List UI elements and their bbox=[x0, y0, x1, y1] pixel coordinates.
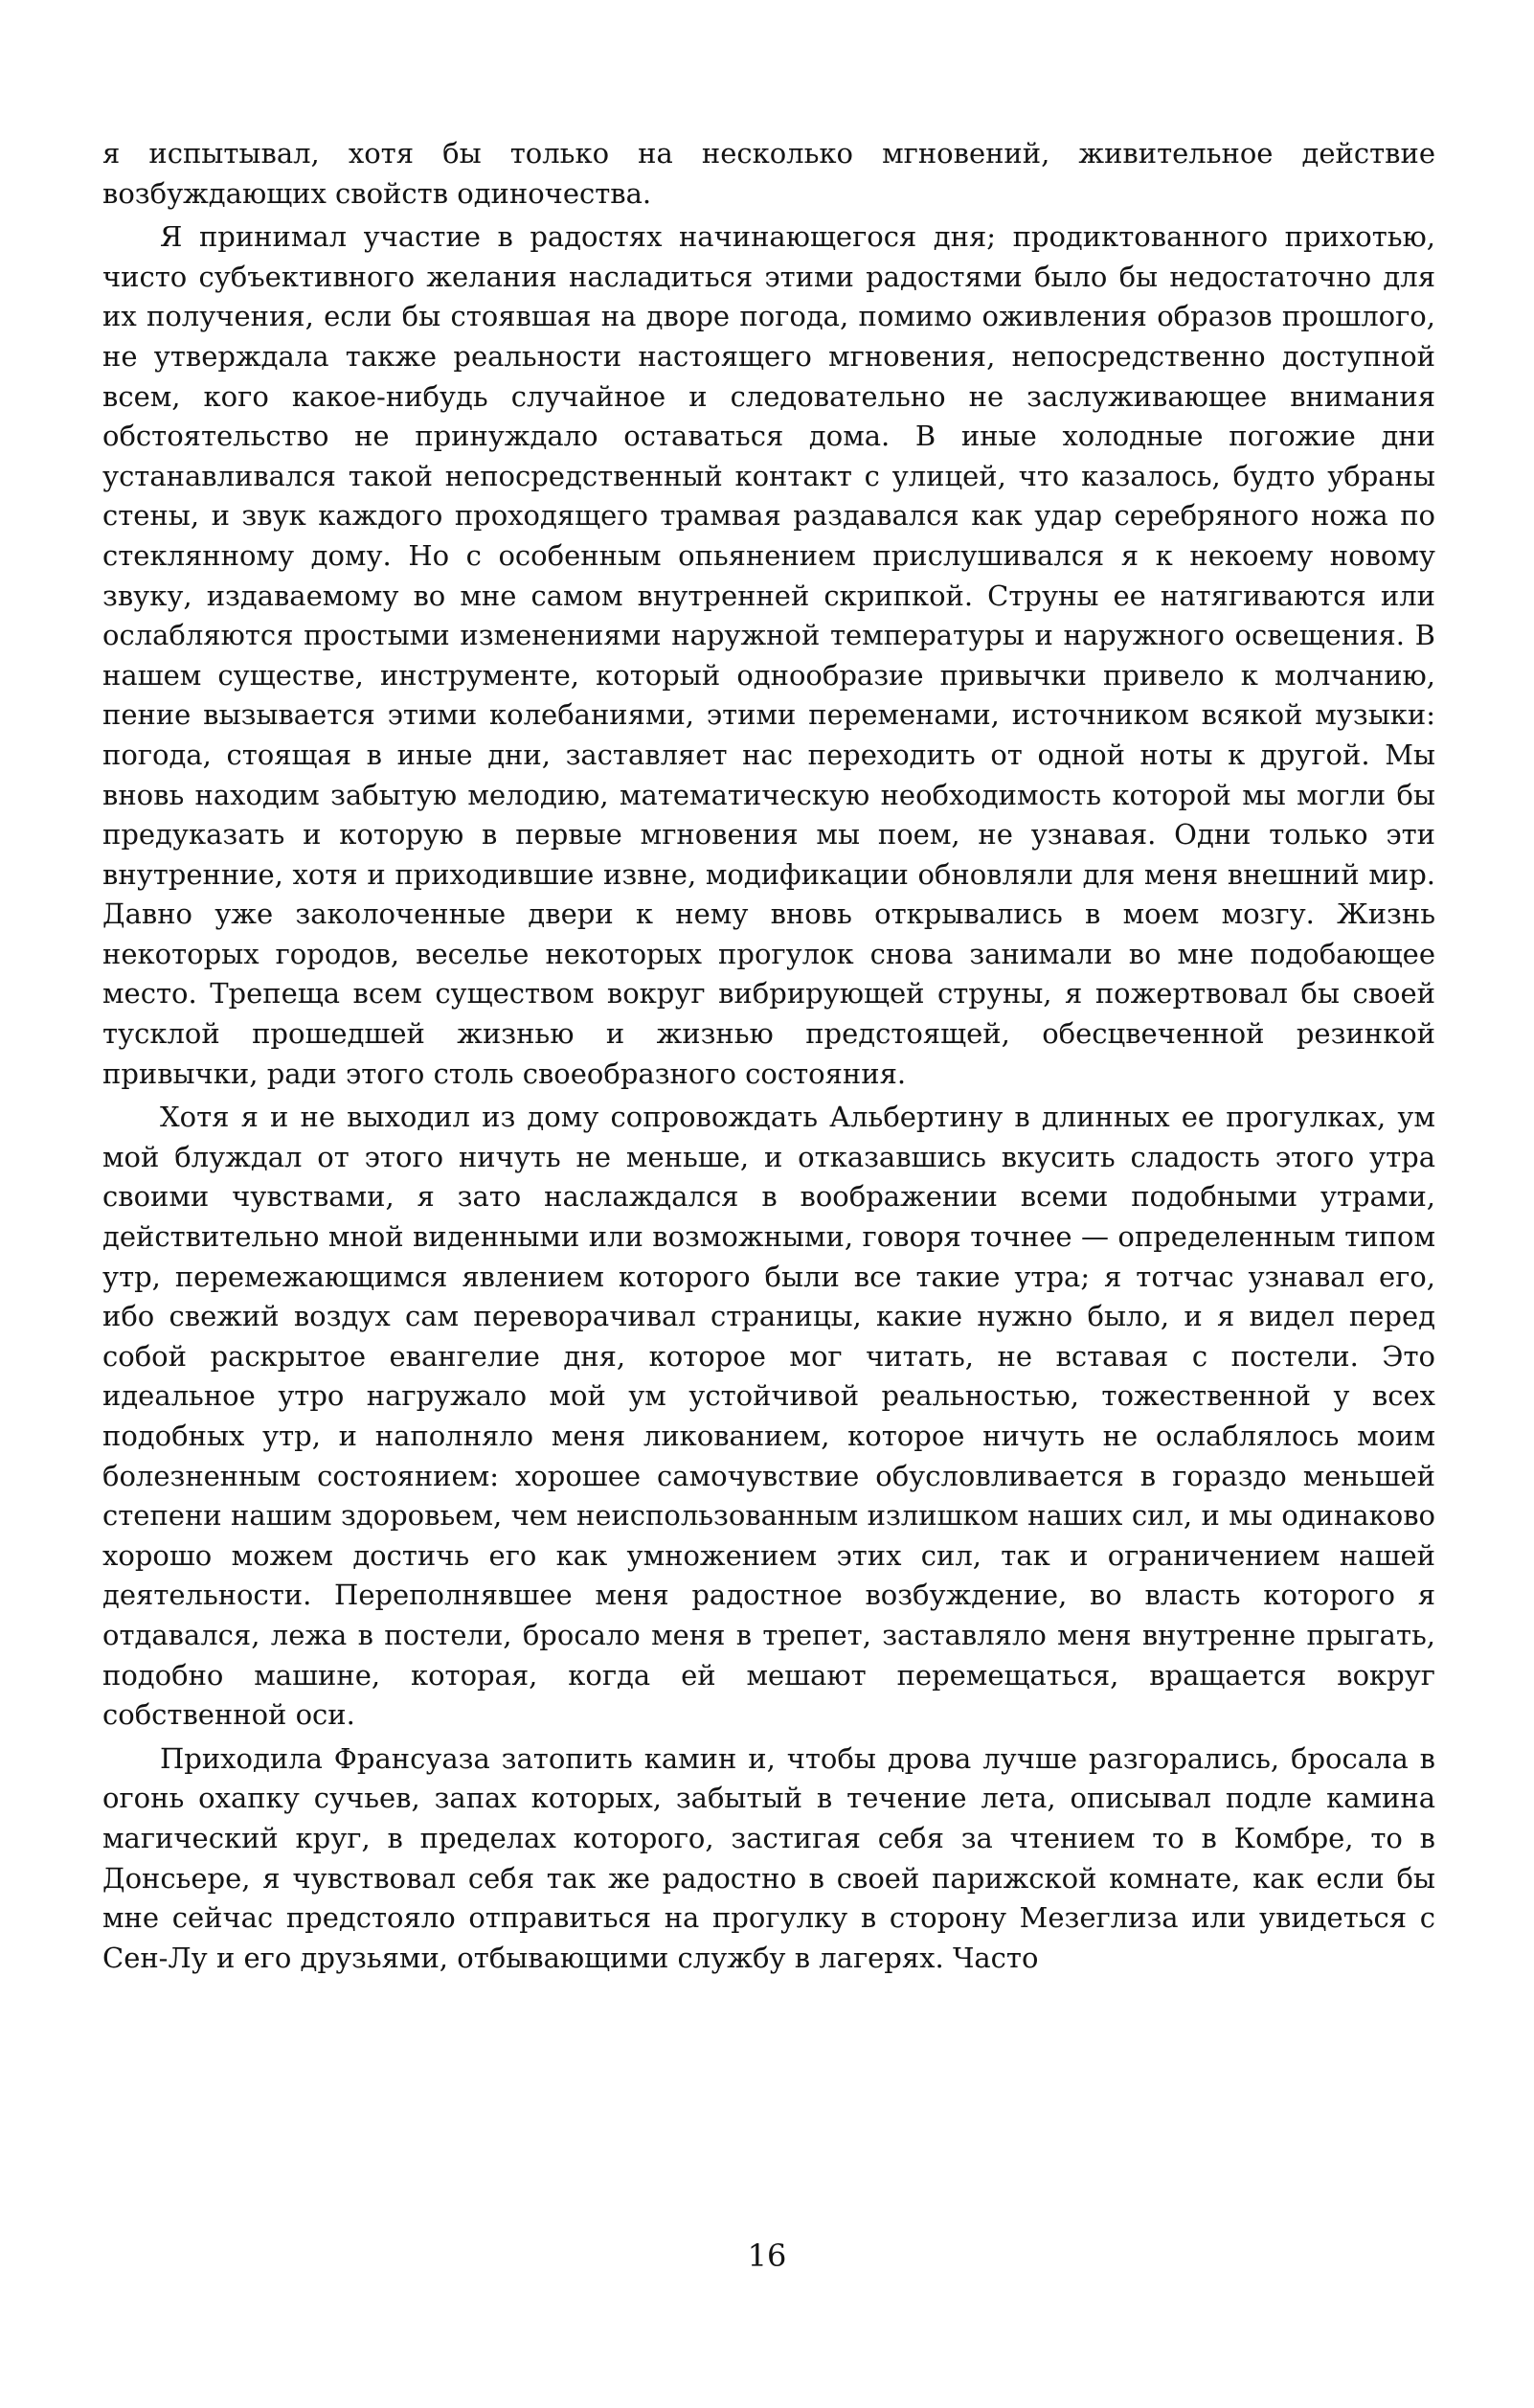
paragraph-4: Приходила Франсуаза затопить камин и, чтобы дрова лучше разгорались, бросала в огонь охапку сучьев, запах которых, забытый в течение лета, описывал подле камина магический круг, в пределах которого, застигая себя за чтением то в Комбре, то в Донсьере, я чувствовал себя так же радостно в своей парижской комнате, как если бы мне сейчас предстояло отправиться на прогулку в сторону Мезеглиза или увидеться с Сен-Лу и его друзьями, отбывающими службу в лагерях. Часто bbox=[102, 1741, 1435, 1974]
paragraph-3: Хотя я и не выходил из дому сопровождать Альбертину в длинных ее прогулках, ум мой блуждал от этого ничуть не меньше, и отказавшись вкусить сладость этого утра своими чувствами, я зато наслаждался в воображении всеми подобными утрами, действительно мной виденными или возможными, говоря точнее — определенным типом утр, перемежающимся явлением которого были все такие утра; я тотчас узнавал его, ибо свежий воздух сам переворачивал страницы, какие нужно было, и я видел перед собой раскрытое евангелие дня, которое мог читать, не вставая с постели. Это идеальное утро нагружало мой ум устойчивой реальностью, тожественной у всех подобных утр, и наполняло меня ликованием, которое ничуть не ослаблялось моим болезненным состоянием: хорошее самочувствие обусловливается в гораздо меньшей степени нашим здоровьем, чем неиспользованным излишком наших сил, и мы одинаково хорошо можем достичь его как умножением этих сил, так и ограничением нашей деятельности. Переполнявшее меня радостное возбуждение, во власть которого я отдавался, лежа в постели, бросало меня в трепет, заставляло меня внутренне прыгать, подобно машине, которая, когда ей мешают перемещаться, вращается вокруг собственной оси. bbox=[102, 1101, 1435, 1732]
page-number: 16 bbox=[747, 2238, 787, 2274]
paragraph-2: Я принимал участие в радостях начинающегося дня; продиктованного прихотью, чисто субъективного желания насладиться этими радостями было бы недостаточно для их получения, если бы стоявшая на дворе погода, помимо оживления образов прошлого, не утверждала также реальности настоящего мгновения, непосредственно доступной всем, кого какое-нибудь случайное и следовательно не заслуживающее внимания обстоятельство не принуждало оставаться дома. В иные холодные погожие дни устанавливался такой непосредственный контакт с улицей, что казалось, будто убраны стены, и звук каждого проходящего трамвая раздавался как удар серебряного ножа по стеклянному дому. Но с особенным опьянением прислушивался я к некоему новому звуку, издаваемому во мне самом внутренней скрипкой. Струны ее натягиваются или ослабляются простыми изменениями наружной температуры и наружного освещения. В нашем существе, инструменте, который однообразие привычки привело к молчанию, пение вызывается этими колебаниями, этими переменами, источником всякой музыки: погода, стоящая в иные дни, заставляет нас переходить от одной ноты к другой. Мы вновь находим забытую мелодию, математическую необходимость которой мы могли бы предуказать и которую в первые мгновения мы поем, не узнавая. Одни только эти внутренние, хотя и приходившие извне, модификации обновляли для меня внешний мир. Давно уже заколоченные двери к нему вновь открывались в моем мозгу. Жизнь некоторых городов, веселье некоторых прогулок снова занимали во мне подобающее место. Трепеща всем существом вокруг вибрирующей струны, я пожертвовал бы своей тусклой прошедшей жизнью и жизнью предстоящей, обесцвеченной резинкой привычки, ради этого столь своеобразного состояния. bbox=[102, 220, 1435, 1090]
body-text bbox=[102, 134, 1435, 1978]
paragraph-1: я испытывал, хотя бы только на несколько мгновений, живительное действие возбуждающих свойств одиночества. bbox=[102, 137, 1435, 210]
